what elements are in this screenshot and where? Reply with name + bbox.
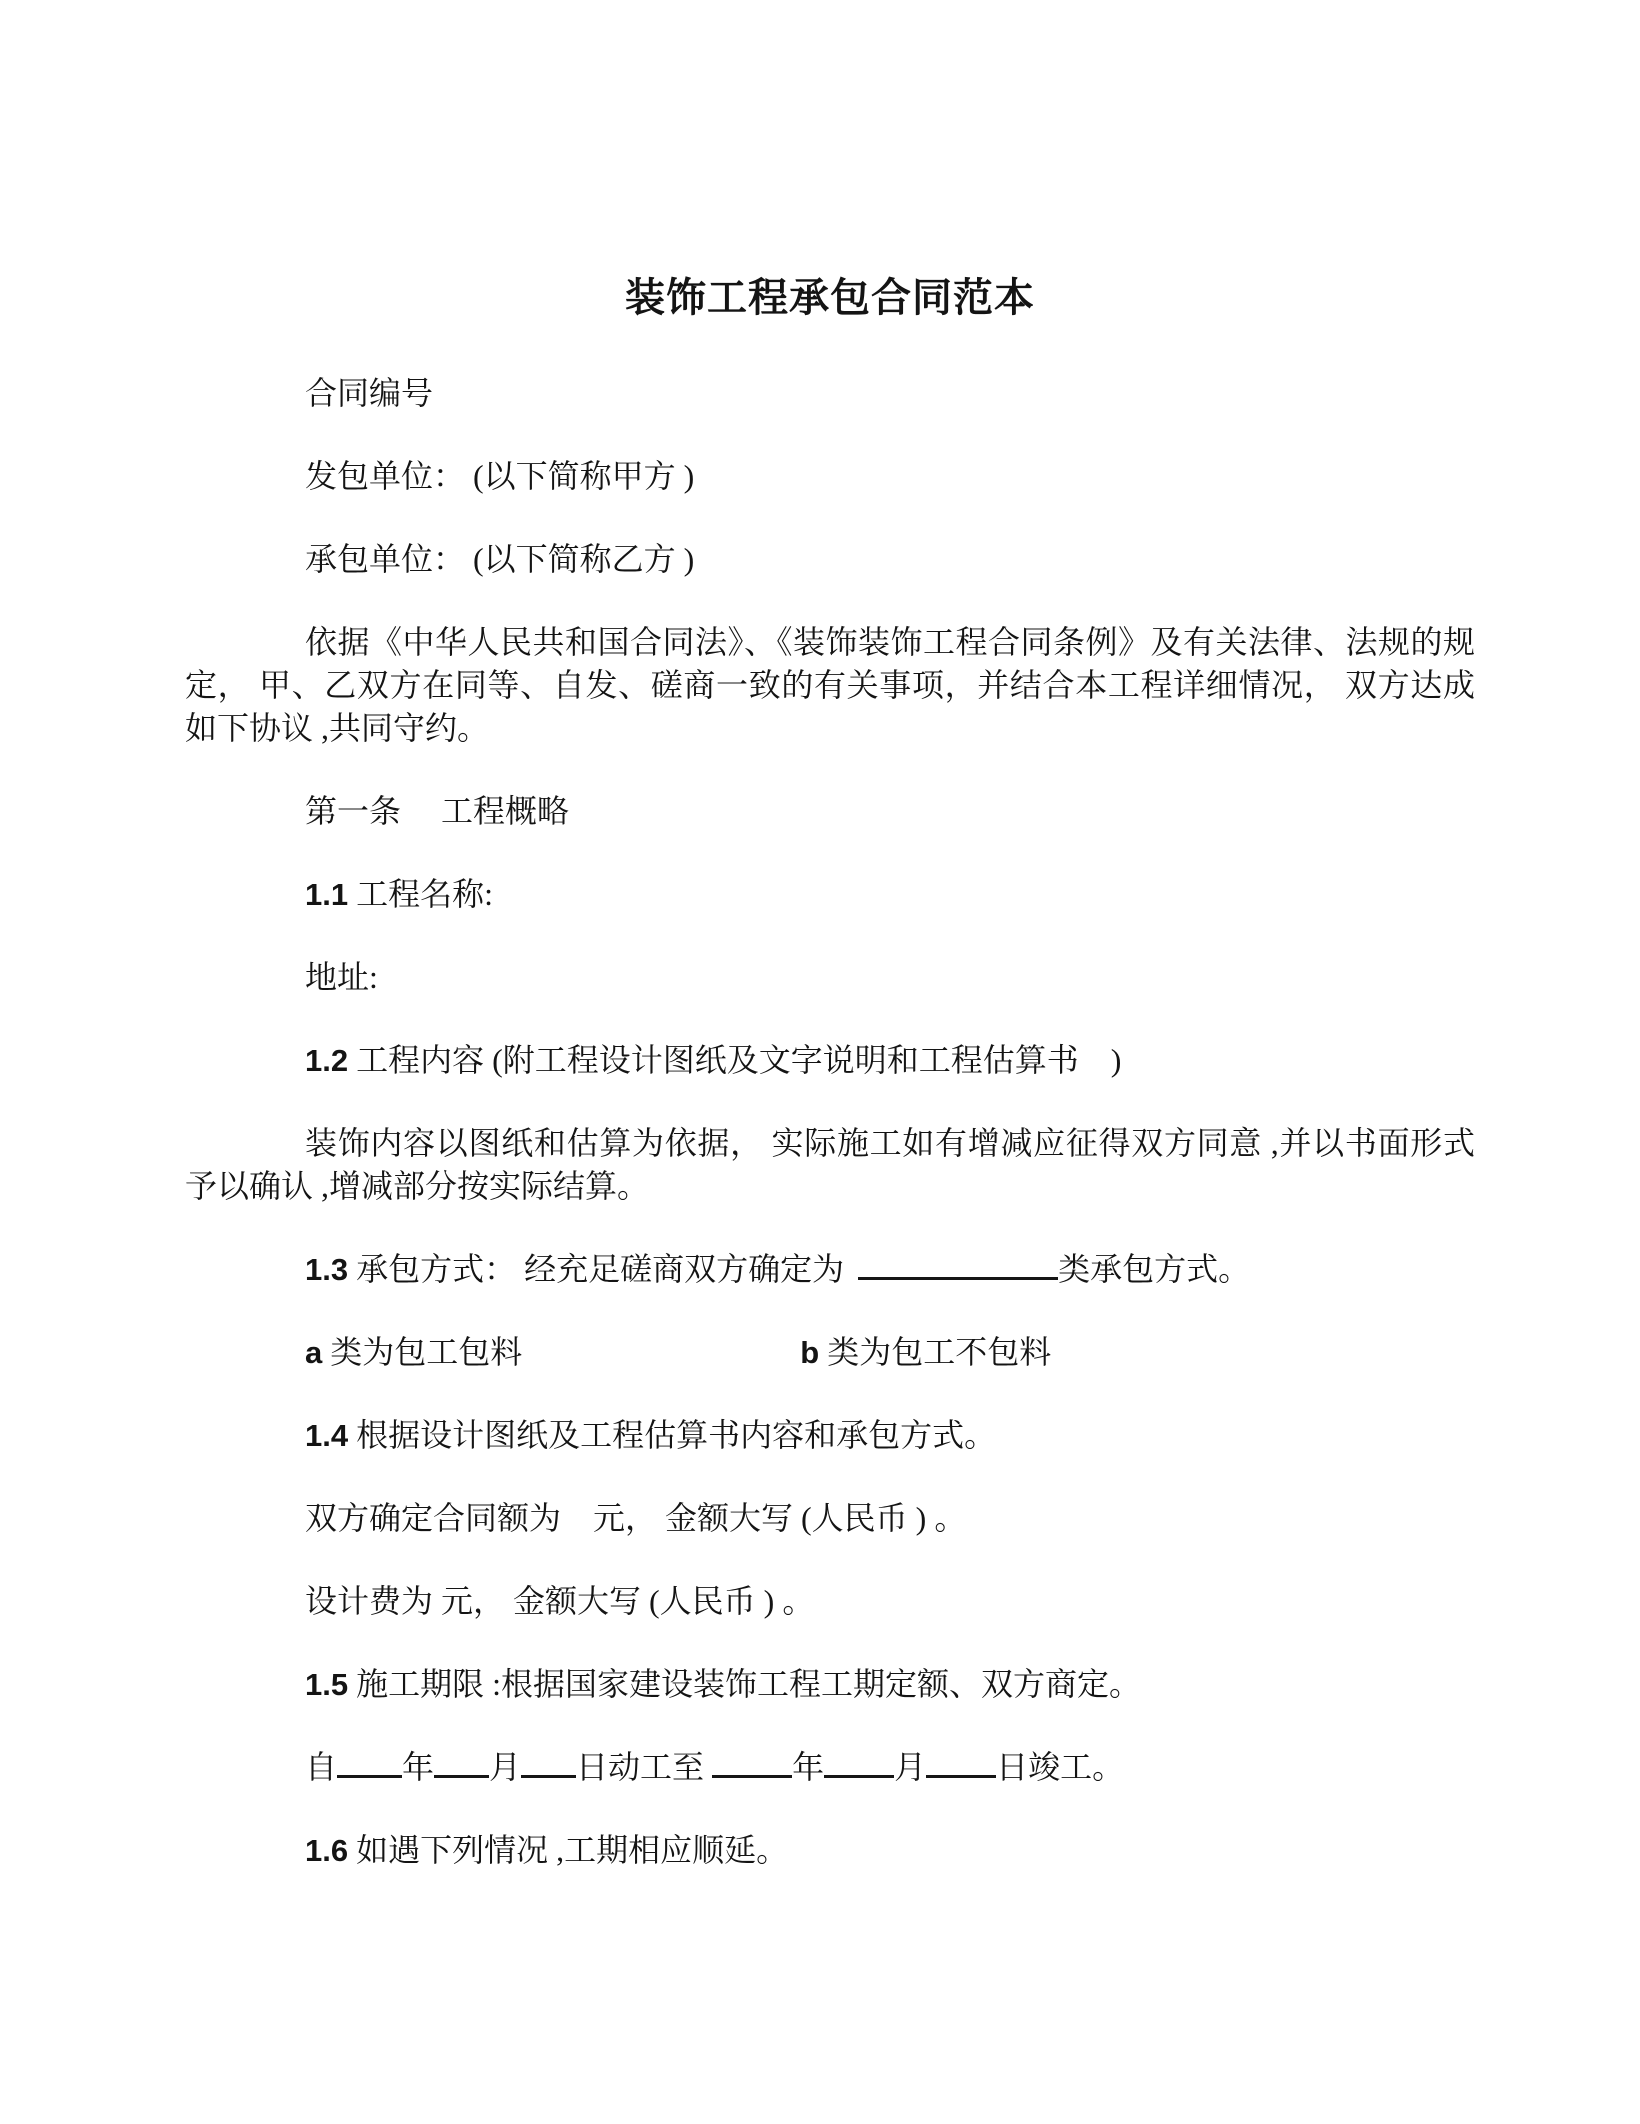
blank-underline [824, 1748, 894, 1778]
address-line: 地址: [305, 959, 378, 995]
clause-1-3-pre-text: 承包方式： 经充足磋商双方确定为 [348, 1251, 845, 1287]
clause-1-3-post-text: 类承包方式。 [1058, 1251, 1251, 1287]
construction-date-line [185, 1746, 1475, 1789]
option-a-letter: a [305, 1335, 323, 1370]
date-segment: 年 [792, 1749, 825, 1785]
clause-1-3 [185, 1248, 1475, 1291]
clause-1-4-number: 1.4 [305, 1418, 349, 1453]
blank-underline [858, 1250, 1058, 1280]
clause-1-4 [185, 1414, 1475, 1457]
clause-1-4-text: 根据设计图纸及工程估算书内容和承包方式。 [348, 1417, 997, 1453]
blank-underline [926, 1748, 996, 1778]
blank-underline [521, 1748, 576, 1778]
date-segment: 日竣工。 [996, 1749, 1125, 1785]
clause-1-5-text: 施工期限 :根据国家建设装饰工程工期定额、双方商定。 [348, 1666, 1142, 1702]
clause-1-5 [185, 1663, 1475, 1706]
party-a-line: 发包单位： (以下简称甲方 ) [305, 458, 695, 494]
blank-underline [337, 1748, 402, 1778]
content-paragraph: 装饰内容以图纸和估算为依据， 实际施工如有增减应征得双方同意 ,并以书面形式予以确认 ,增减部分按实际结算。 [185, 1125, 1475, 1204]
date-segment: 月 [894, 1749, 927, 1785]
clause-1-1-number: 1.1 [305, 877, 349, 912]
document-title: 装饰工程承包合同范本 [625, 275, 1035, 320]
blank-underline [712, 1748, 792, 1778]
clause-1-1 [185, 873, 1475, 916]
contract-number-line: 合同编号 [305, 375, 434, 411]
clause-1-3-number: 1.3 [305, 1252, 349, 1287]
clause-1-2-number: 1.2 [305, 1043, 349, 1078]
clause-1-1-text: 工程名称: [348, 876, 494, 912]
date-segment: 自 [305, 1749, 338, 1785]
contract-type-options [185, 1331, 1475, 1374]
clause-1-2-text: 工程内容 (附工程设计图纸及文字说明和工程估算书 ) [348, 1042, 1122, 1078]
option-b-text: 类为包工不包料 [819, 1334, 1052, 1370]
clause-1-6-number: 1.6 [305, 1833, 349, 1868]
option-a-text: 类为包工包料 [322, 1334, 523, 1370]
clause-1-6-text: 如遇下列情况 ,工期相应顺延。 [348, 1832, 789, 1868]
preamble-paragraph: 依据《中华人民共和国合同法》、《装饰装饰工程合同条例》及有关法律、法规的规定， 甲、乙双方在同等、自发、磋商一致的有关事项，并结合本工程详细情况， 双方达成如下协议 ,共同守约。 [185, 624, 1475, 746]
party-b-line: 承包单位： (以下简称乙方 ) [305, 541, 695, 577]
date-segment: 月 [489, 1749, 522, 1785]
date-segment: 年 [402, 1749, 435, 1785]
clause-1-6 [185, 1829, 1475, 1872]
clause-1-5-number: 1.5 [305, 1667, 349, 1702]
contract-amount-line: 双方确定合同额为 元， 金额大写 (人民币 ) 。 [305, 1500, 967, 1536]
blank-underline [434, 1748, 489, 1778]
option-b-letter: b [800, 1335, 820, 1370]
date-segment: 日动工至 [576, 1749, 713, 1785]
article-1-heading: 第一条 工程概略 [305, 793, 570, 829]
design-fee-line: 设计费为 元， 金额大写 (人民币 ) 。 [305, 1583, 815, 1619]
clause-1-2 [185, 1039, 1475, 1082]
